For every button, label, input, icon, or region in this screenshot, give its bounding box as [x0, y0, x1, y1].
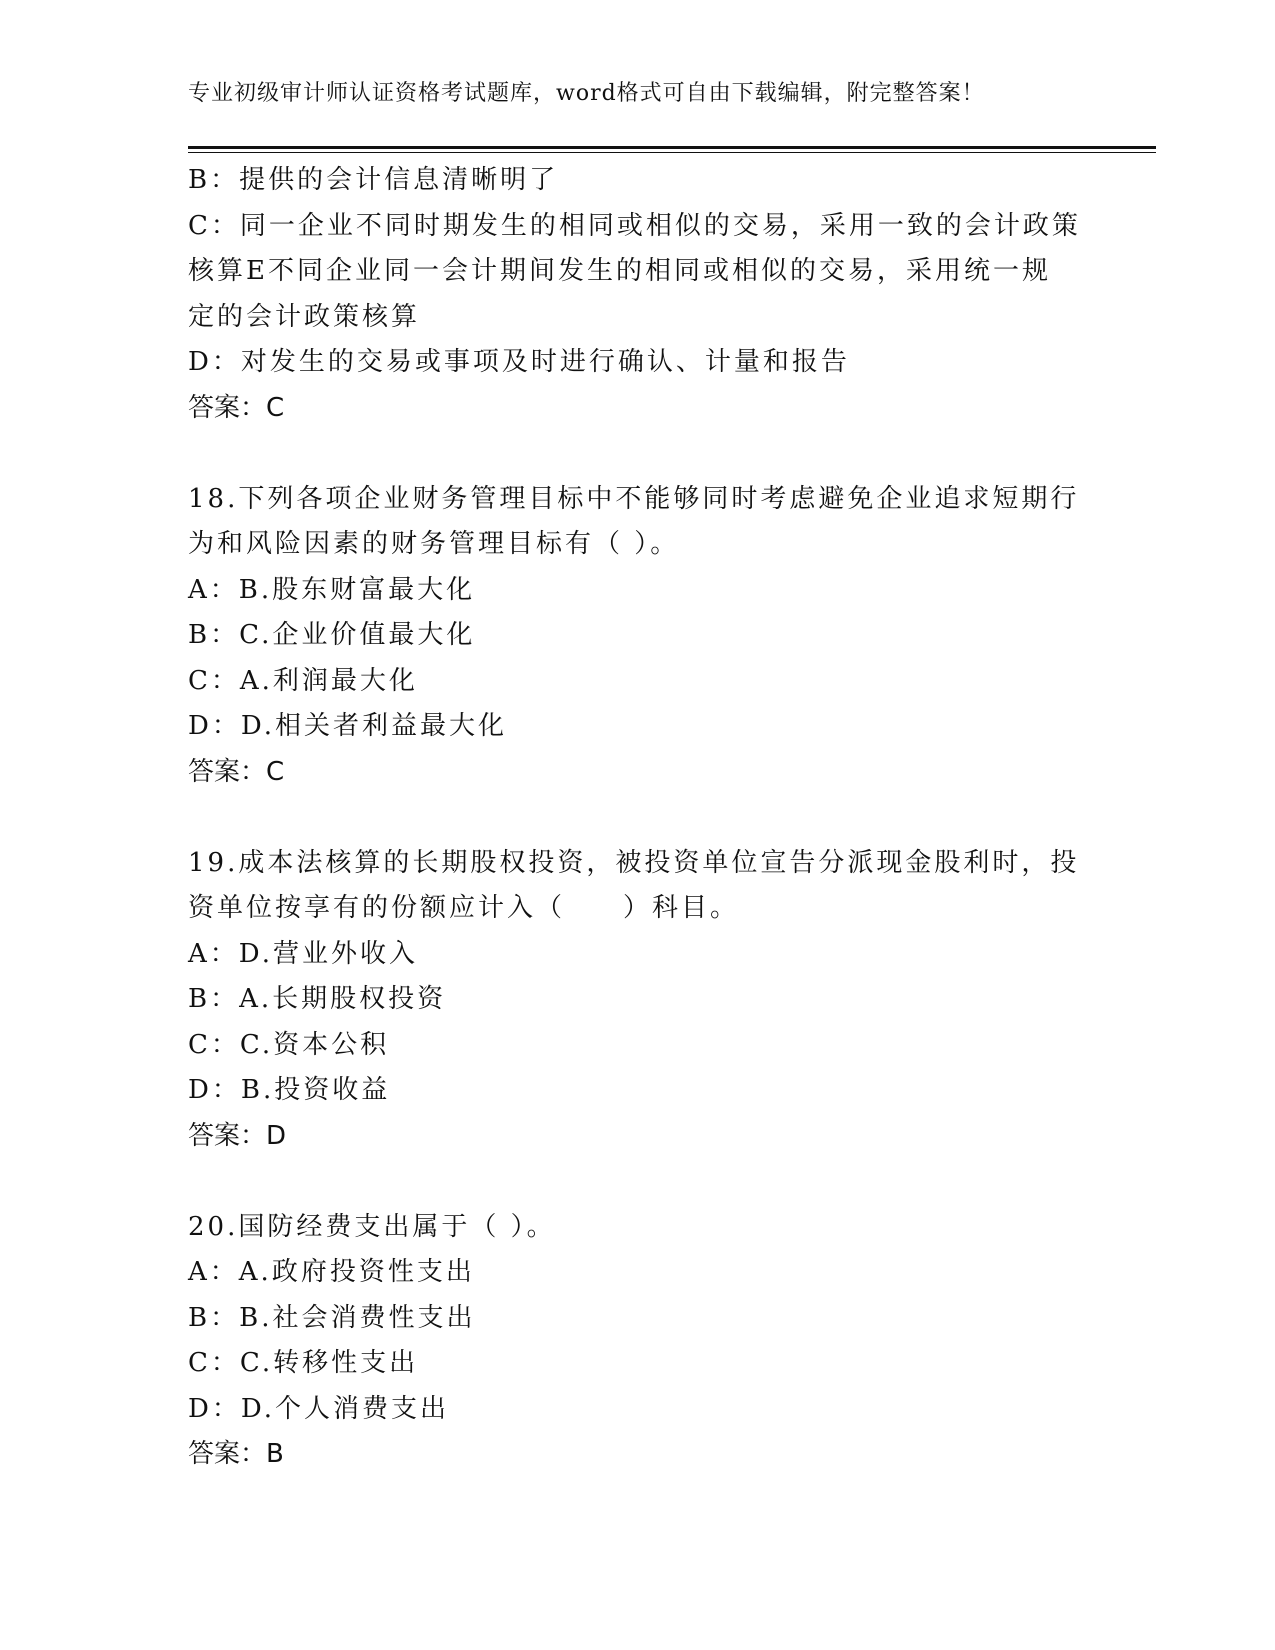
option-a: A：B.股东财富最大化 [188, 574, 476, 605]
header-rule-thick [188, 146, 1156, 149]
question-19 [188, 841, 1088, 1160]
option-c-line-3: 定的会计政策核算 [188, 301, 421, 332]
option-d: D：对发生的交易或事项及时进行确认、计量和报告 [188, 347, 850, 377]
question-stem-line-2: 为和风险因素的财务管理目标有（ ）。 [188, 529, 680, 559]
option-a: A：A.政府投资性支出 [188, 1257, 475, 1287]
answer: 答案：C [188, 756, 285, 787]
question-stem-line-1: 19.成本法核算的长期股权投资，被投资单位宣告分派现金股利时，投 [188, 847, 1080, 878]
question-stem-line-2: 资单位按享有的份额应计入（ ）科目。 [188, 893, 740, 923]
question-18 [188, 477, 1088, 796]
answer: 答案：B [188, 1439, 284, 1469]
option-b: B：B.社会消费性支出 [188, 1302, 476, 1333]
option-a: A：D.营业外收入 [188, 938, 418, 969]
spacer [188, 431, 1088, 477]
question-stem-line-1: 18.下列各项企业财务管理目标中不能够同时考虑避免企业追求短期行 [188, 483, 1080, 514]
spacer [188, 795, 1088, 841]
question-20 [188, 1205, 1088, 1478]
option-b: B：提供的会计信息清晰明了 [188, 165, 559, 195]
option-d: D：D.相关者利益最大化 [188, 711, 508, 741]
continued-question [188, 158, 1088, 431]
spacer [188, 1159, 1088, 1205]
option-b: B：C.企业价值最大化 [188, 620, 476, 650]
option-d: D：D.个人消费支出 [188, 1393, 450, 1424]
option-c-line-2: 核算E不同企业同一会计期间发生的相同或相似的交易，采用统一规 [188, 256, 1051, 286]
option-c: C：C.转移性支出 [188, 1348, 419, 1378]
header-rule-thin [188, 152, 1156, 153]
option-c: C：C.资本公积 [188, 1029, 390, 1060]
page-header: 专业初级审计师认证资格考试题库，word格式可自由下载编辑，附完整答案！ [188, 81, 985, 106]
document-body [188, 158, 1088, 1478]
option-c: C：A.利润最大化 [188, 665, 418, 696]
option-d: D：B.投资收益 [188, 1075, 391, 1105]
option-c-line-1: C：同一企业不同时期发生的相同或相似的交易，采用一致的会计政策 [188, 210, 1081, 241]
option-b: B：A.长期股权投资 [188, 984, 447, 1014]
answer: 答案：D [188, 1120, 287, 1151]
answer: 答案：C [188, 392, 285, 423]
question-stem-line-1: 20.国防经费支出属于（ ）。 [188, 1211, 556, 1242]
